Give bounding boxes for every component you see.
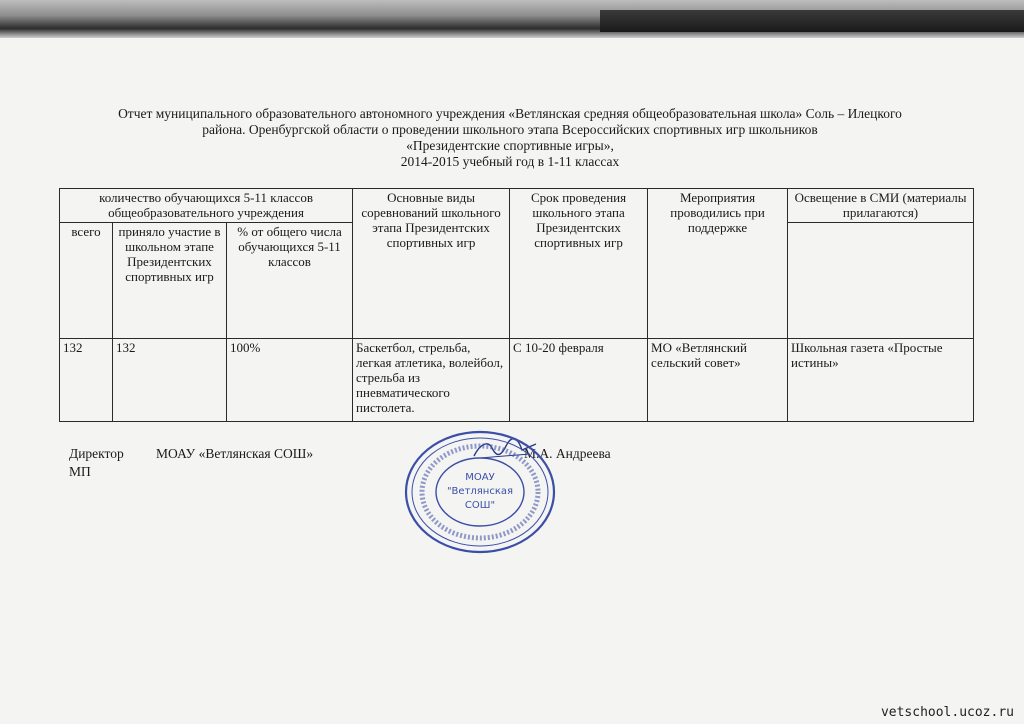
header-percent: % от общего числа обучающихся 5-11 классов [227, 223, 353, 339]
cell-sports: Баскетбол, стрельба, легкая атлетика, волейбол, стрельба из пневматического пистолета. [353, 339, 510, 422]
cell-support: МО «Ветлянский сельский совет» [648, 339, 788, 422]
header-media: Освещение в СМИ (материалы прилагаются) [788, 189, 974, 223]
stamp-text-2: "Ветлянская [446, 486, 514, 497]
cell-participated: 132 [113, 339, 227, 422]
footer-position: Директор [69, 446, 124, 461]
school-stamp-icon [402, 428, 558, 556]
title-line-1: Отчет муниципального образовательного автономного учреждения «Ветлянская средняя общеобразовательная школа» Соль – Илецкого [118, 106, 902, 121]
header-total: всего [60, 223, 113, 339]
title-line-3: «Президентские спортивные игры», [406, 138, 614, 153]
header-participated: приняло участие в школьном этапе Президентских спортивных игр [113, 223, 227, 339]
stamp-text-1: МОАУ [465, 472, 495, 483]
report-table [59, 188, 974, 422]
cell-percent: 100% [227, 339, 353, 422]
cell-media: Школьная газета «Простые истины» [788, 339, 974, 422]
header-sports: Основные виды соревнований школьного этапа Президентских спортивных игр [353, 189, 510, 339]
document-title [60, 106, 960, 170]
header-dates: Срок проведения школьного этапа Президентских спортивных игр [510, 189, 648, 339]
stamp-text-3: СОШ" [464, 500, 496, 511]
footer-org: МОАУ «Ветлянская СОШ» [156, 446, 314, 461]
table-header-row [60, 189, 974, 223]
footer-name: М.А. Андреева [524, 446, 611, 461]
scan-edge-dark [600, 10, 1024, 32]
cell-total: 132 [60, 339, 113, 422]
header-support: Мероприятия проводились при поддержке [648, 189, 788, 339]
header-media-empty [788, 223, 974, 339]
cell-dates: С 10-20 февраля [510, 339, 648, 422]
title-line-2: района. Оренбургской области о проведении школьного этапа Всероссийских спортивных игр школьников [202, 122, 818, 137]
watermark: vetschool.ucoz.ru [880, 705, 1014, 720]
footer-mp: МП [69, 464, 91, 479]
table-row [60, 339, 974, 422]
header-students-group: количество обучающихся 5-11 классов общеобразовательного учреждения [60, 189, 353, 223]
title-line-4: 2014-2015 учебный год в 1-11 классах [400, 154, 620, 169]
